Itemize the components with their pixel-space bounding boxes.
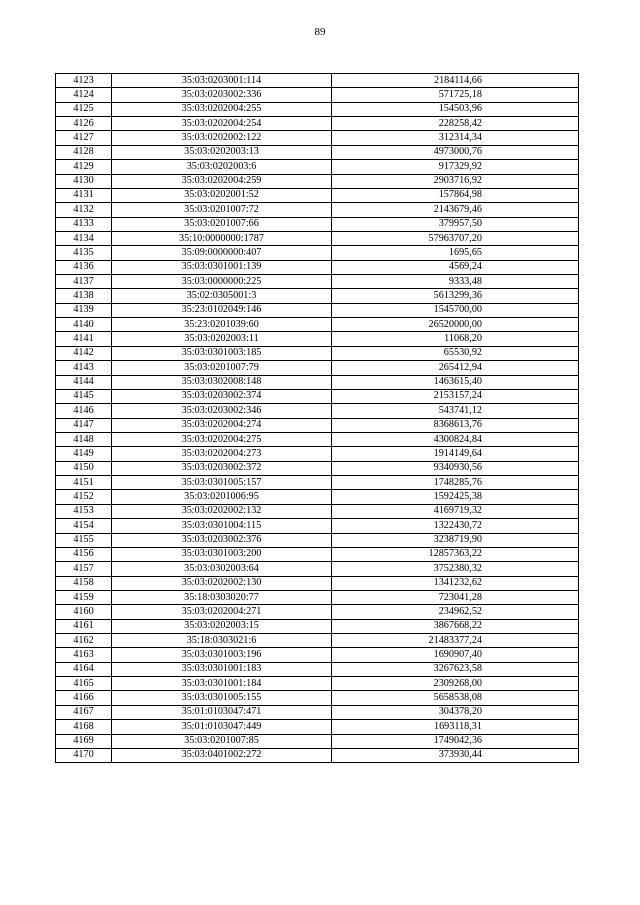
table-row <box>56 318 579 332</box>
row-number-cell: 4146 <box>56 404 112 418</box>
table-row <box>56 691 579 705</box>
table-row <box>56 289 579 303</box>
cadastral-number-cell: 35:03:0202004:271 <box>112 605 332 619</box>
cadastral-number-cell: 35:03:0202004:255 <box>112 102 332 116</box>
row-number-cell: 4159 <box>56 590 112 604</box>
table-row <box>56 533 579 547</box>
table-row <box>56 203 579 217</box>
table-row <box>56 619 579 633</box>
cadastral-number-cell: 35:03:0202003:6 <box>112 160 332 174</box>
cadastral-value-cell: 21483377,24 <box>332 634 579 648</box>
cadastral-number-cell: 35:23:0201039:60 <box>112 318 332 332</box>
cadastral-number-cell: 35:03:0202004:274 <box>112 418 332 432</box>
cadastral-value-cell: 2153157,24 <box>332 389 579 403</box>
cadastral-number-cell: 35:03:0301003:200 <box>112 547 332 561</box>
row-number-cell: 4152 <box>56 490 112 504</box>
table-row <box>56 605 579 619</box>
row-number-cell: 4169 <box>56 734 112 748</box>
cadastral-value-cell: 57963707,20 <box>332 231 579 245</box>
cadastral-number-cell: 35:03:0201007:85 <box>112 734 332 748</box>
cadastral-value-cell: 373930,44 <box>332 748 579 762</box>
cadastral-value-cell: 4973000,76 <box>332 145 579 159</box>
page-number: 89 <box>314 26 326 38</box>
cadastral-value-cell: 1322430,72 <box>332 519 579 533</box>
cadastral-value-cell: 1592425,38 <box>332 490 579 504</box>
table-row <box>56 231 579 245</box>
cadastral-number-cell: 35:03:0401002:272 <box>112 748 332 762</box>
row-number-cell: 4153 <box>56 504 112 518</box>
table-row <box>56 705 579 719</box>
row-number-cell: 4154 <box>56 519 112 533</box>
table-row <box>56 188 579 202</box>
cadastral-number-cell: 35:10:0000000:1787 <box>112 231 332 245</box>
cadastral-value-cell: 9340930,56 <box>332 461 579 475</box>
row-number-cell: 4138 <box>56 289 112 303</box>
row-number-cell: 4155 <box>56 533 112 547</box>
cadastral-number-cell: 35:09:0000000:407 <box>112 246 332 260</box>
cadastral-number-cell: 35:03:0202004:275 <box>112 432 332 446</box>
cadastral-number-cell: 35:03:0202004:259 <box>112 174 332 188</box>
cadastral-number-cell: 35:03:0202003:13 <box>112 145 332 159</box>
cadastral-number-cell: 35:03:0202001:52 <box>112 188 332 202</box>
cadastral-number-cell: 35:03:0203001:114 <box>112 74 332 88</box>
cadastral-value-cell: 4569,24 <box>332 260 579 274</box>
row-number-cell: 4162 <box>56 634 112 648</box>
row-number-cell: 4141 <box>56 332 112 346</box>
table-row <box>56 389 579 403</box>
cadastral-number-cell: 35:03:0000000:225 <box>112 275 332 289</box>
cadastral-value-cell: 1341232,62 <box>332 576 579 590</box>
table-row <box>56 74 579 88</box>
cadastral-number-cell: 35:03:0302003:64 <box>112 562 332 576</box>
table-row <box>56 303 579 317</box>
table-row <box>56 418 579 432</box>
table-row <box>56 332 579 346</box>
cadastral-number-cell: 35:03:0202002:122 <box>112 131 332 145</box>
cadastral-value-cell: 1749042,36 <box>332 734 579 748</box>
cadastral-number-cell: 35:03:0301005:157 <box>112 476 332 490</box>
cadastral-value-cell: 2184114,66 <box>332 74 579 88</box>
cadastral-number-cell: 35:03:0201007:72 <box>112 203 332 217</box>
row-number-cell: 4130 <box>56 174 112 188</box>
row-number-cell: 4151 <box>56 476 112 490</box>
row-number-cell: 4135 <box>56 246 112 260</box>
cadastral-number-cell: 35:03:0302008:148 <box>112 375 332 389</box>
row-number-cell: 4164 <box>56 662 112 676</box>
row-number-cell: 4163 <box>56 648 112 662</box>
cadastral-value-table <box>55 73 579 763</box>
cadastral-value-cell: 234962,52 <box>332 605 579 619</box>
table-row <box>56 145 579 159</box>
cadastral-number-cell: 35:23:0102049:146 <box>112 303 332 317</box>
row-number-cell: 4133 <box>56 217 112 231</box>
row-number-cell: 4131 <box>56 188 112 202</box>
cadastral-value-cell: 1545700,00 <box>332 303 579 317</box>
cadastral-number-cell: 35:03:0202002:130 <box>112 576 332 590</box>
row-number-cell: 4170 <box>56 748 112 762</box>
cadastral-number-cell: 35:18:0303020:77 <box>112 590 332 604</box>
row-number-cell: 4126 <box>56 117 112 131</box>
cadastral-value-cell: 8368613,76 <box>332 418 579 432</box>
table-row <box>56 174 579 188</box>
table-row <box>56 361 579 375</box>
cadastral-value-cell: 2143679,46 <box>332 203 579 217</box>
cadastral-value-cell: 312314,34 <box>332 131 579 145</box>
cadastral-number-cell: 35:03:0201007:79 <box>112 361 332 375</box>
row-number-cell: 4158 <box>56 576 112 590</box>
cadastral-value-cell: 65530,92 <box>332 346 579 360</box>
table-row <box>56 217 579 231</box>
table-row <box>56 447 579 461</box>
table-row <box>56 734 579 748</box>
table-row <box>56 590 579 604</box>
cadastral-number-cell: 35:03:0202002:132 <box>112 504 332 518</box>
cadastral-value-cell: 379957,50 <box>332 217 579 231</box>
cadastral-value-cell: 12857363,22 <box>332 547 579 561</box>
row-number-cell: 4140 <box>56 318 112 332</box>
table-row <box>56 648 579 662</box>
row-number-cell: 4160 <box>56 605 112 619</box>
cadastral-number-cell: 35:01:0103047:471 <box>112 705 332 719</box>
cadastral-value-cell: 1690907,40 <box>332 648 579 662</box>
cadastral-number-cell: 35:03:0203002:346 <box>112 404 332 418</box>
cadastral-value-cell: 2309268,00 <box>332 677 579 691</box>
row-number-cell: 4127 <box>56 131 112 145</box>
cadastral-number-cell: 35:03:0203002:374 <box>112 389 332 403</box>
row-number-cell: 4142 <box>56 346 112 360</box>
cadastral-value-cell: 26520000,00 <box>332 318 579 332</box>
table-row <box>56 519 579 533</box>
cadastral-value-cell: 5658538,08 <box>332 691 579 705</box>
cadastral-value-cell: 5613299,36 <box>332 289 579 303</box>
cadastral-number-cell: 35:03:0203002:336 <box>112 88 332 102</box>
row-number-cell: 4136 <box>56 260 112 274</box>
cadastral-value-cell: 3267623,58 <box>332 662 579 676</box>
cadastral-value-cell: 3867668,22 <box>332 619 579 633</box>
row-number-cell: 4125 <box>56 102 112 116</box>
cadastral-value-cell: 571725,18 <box>332 88 579 102</box>
cadastral-number-cell: 35:03:0301004:115 <box>112 519 332 533</box>
cadastral-value-cell: 2903716,92 <box>332 174 579 188</box>
cadastral-number-cell: 35:18:0303021:6 <box>112 634 332 648</box>
cadastral-value-cell: 304378,20 <box>332 705 579 719</box>
table-row <box>56 160 579 174</box>
cadastral-value-cell: 11068,20 <box>332 332 579 346</box>
table-row <box>56 346 579 360</box>
table-row <box>56 634 579 648</box>
cadastral-number-cell: 35:03:0201007:66 <box>112 217 332 231</box>
row-number-cell: 4168 <box>56 720 112 734</box>
table-row <box>56 131 579 145</box>
row-number-cell: 4137 <box>56 275 112 289</box>
cadastral-number-cell: 35:03:0202003:11 <box>112 332 332 346</box>
table-row <box>56 490 579 504</box>
table-row <box>56 260 579 274</box>
table-row <box>56 476 579 490</box>
cadastral-value-cell: 228258,42 <box>332 117 579 131</box>
row-number-cell: 4145 <box>56 389 112 403</box>
cadastral-value-cell: 1693118,31 <box>332 720 579 734</box>
table-row <box>56 562 579 576</box>
cadastral-number-cell: 35:03:0301001:183 <box>112 662 332 676</box>
table-row <box>56 547 579 561</box>
cadastral-value-cell: 4300824,84 <box>332 432 579 446</box>
cadastral-value-cell: 9333,48 <box>332 275 579 289</box>
table-row <box>56 662 579 676</box>
cadastral-value-cell: 3238719,90 <box>332 533 579 547</box>
cadastral-number-cell: 35:03:0301005:155 <box>112 691 332 705</box>
cadastral-number-cell: 35:02:0305001:3 <box>112 289 332 303</box>
cadastral-value-cell: 917329,92 <box>332 160 579 174</box>
row-number-cell: 4139 <box>56 303 112 317</box>
cadastral-number-cell: 35:03:0201006:95 <box>112 490 332 504</box>
cadastral-number-cell: 35:03:0202004:254 <box>112 117 332 131</box>
table-row <box>56 461 579 475</box>
row-number-cell: 4128 <box>56 145 112 159</box>
cadastral-value-cell: 157864,98 <box>332 188 579 202</box>
table-row <box>56 246 579 260</box>
cadastral-number-cell: 35:03:0301001:139 <box>112 260 332 274</box>
table-row <box>56 404 579 418</box>
cadastral-number-cell: 35:03:0203002:372 <box>112 461 332 475</box>
cadastral-value-cell: 265412,94 <box>332 361 579 375</box>
cadastral-number-cell: 35:03:0203002:376 <box>112 533 332 547</box>
cadastral-value-cell: 1748285,76 <box>332 476 579 490</box>
table-row <box>56 117 579 131</box>
row-number-cell: 4167 <box>56 705 112 719</box>
row-number-cell: 4149 <box>56 447 112 461</box>
cadastral-value-cell: 723041,28 <box>332 590 579 604</box>
table-row <box>56 102 579 116</box>
table-row <box>56 720 579 734</box>
table-row <box>56 576 579 590</box>
cadastral-number-cell: 35:03:0202003:15 <box>112 619 332 633</box>
row-number-cell: 4132 <box>56 203 112 217</box>
row-number-cell: 4166 <box>56 691 112 705</box>
row-number-cell: 4134 <box>56 231 112 245</box>
row-number-cell: 4148 <box>56 432 112 446</box>
row-number-cell: 4150 <box>56 461 112 475</box>
table-row <box>56 504 579 518</box>
row-number-cell: 4161 <box>56 619 112 633</box>
table-row <box>56 375 579 389</box>
table-row <box>56 432 579 446</box>
cadastral-number-cell: 35:03:0301003:185 <box>112 346 332 360</box>
table-row <box>56 677 579 691</box>
row-number-cell: 4144 <box>56 375 112 389</box>
row-number-cell: 4143 <box>56 361 112 375</box>
row-number-cell: 4129 <box>56 160 112 174</box>
cadastral-value-cell: 1463615,40 <box>332 375 579 389</box>
cadastral-value-cell: 4169719,32 <box>332 504 579 518</box>
table-row <box>56 275 579 289</box>
cadastral-number-cell: 35:03:0301001:184 <box>112 677 332 691</box>
row-number-cell: 4124 <box>56 88 112 102</box>
row-number-cell: 4156 <box>56 547 112 561</box>
table-row <box>56 748 579 762</box>
cadastral-value-cell: 3752380,32 <box>332 562 579 576</box>
cadastral-number-cell: 35:03:0301003:196 <box>112 648 332 662</box>
cadastral-value-cell: 1914149,64 <box>332 447 579 461</box>
row-number-cell: 4165 <box>56 677 112 691</box>
cadastral-value-cell: 543741,12 <box>332 404 579 418</box>
row-number-cell: 4157 <box>56 562 112 576</box>
cadastral-number-cell: 35:03:0202004:273 <box>112 447 332 461</box>
cadastral-number-cell: 35:01:0103047:449 <box>112 720 332 734</box>
row-number-cell: 4147 <box>56 418 112 432</box>
row-number-cell: 4123 <box>56 74 112 88</box>
table-row <box>56 88 579 102</box>
cadastral-value-cell: 154503,96 <box>332 102 579 116</box>
cadastral-value-cell: 1695,65 <box>332 246 579 260</box>
